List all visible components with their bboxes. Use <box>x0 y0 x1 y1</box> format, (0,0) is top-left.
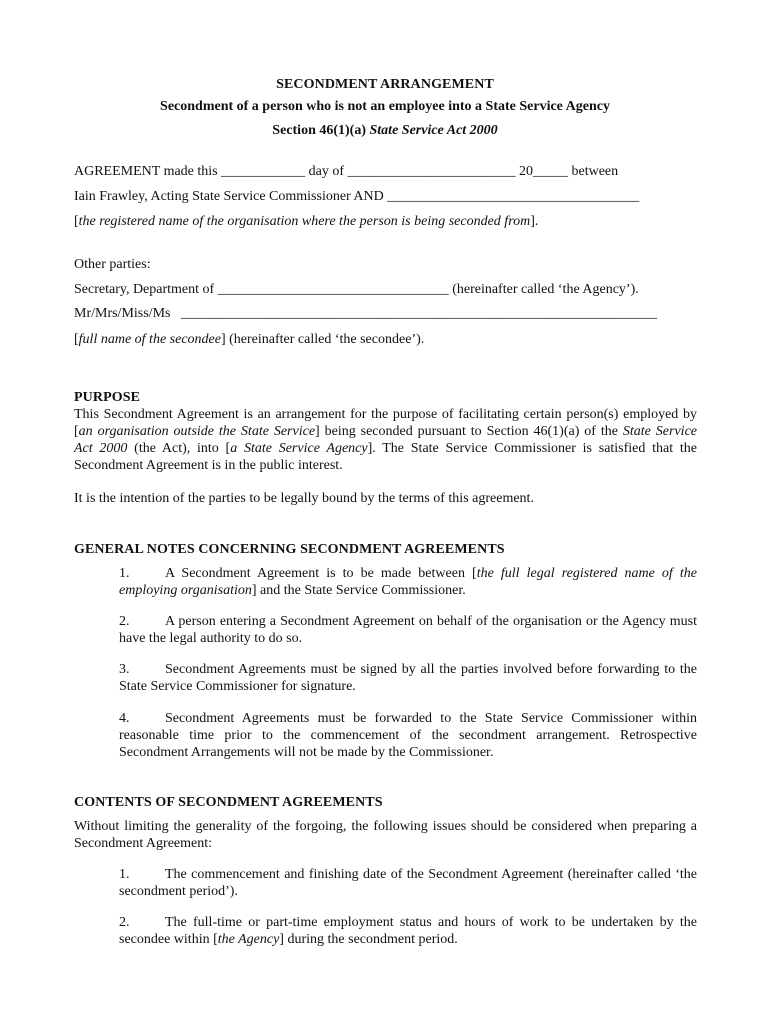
section-reference <box>0 122 770 139</box>
list-number: 1. <box>119 867 130 882</box>
note-italic: the full legal registered name of the employing organisation <box>119 566 698 598</box>
contents-text: The full-time or part-time employment status and hours of work to be undertaken by the secondee within [ <box>119 915 697 947</box>
contents-text: ] during the secondment period. <box>279 932 458 947</box>
document-subtitle: Secondment of a person who is not an employee into a State Service Agency <box>160 99 610 114</box>
secretary-line: Secretary, Department of _________________________________ (hereinafter called ‘the Agency’). <box>74 282 639 297</box>
general-note-1 <box>119 565 697 599</box>
intention-paragraph: It is the intention of the parties to be legally bound by the terms of this agreement. <box>74 491 534 506</box>
general-notes-heading: GENERAL NOTES CONCERNING SECONDMENT AGREEMENTS <box>74 542 505 557</box>
agreement-date-line: AGREEMENT made this ____________ day of ________________________ 20_____ between <box>74 164 619 179</box>
purpose-act-name: State Service Act 2000 <box>74 424 697 456</box>
purpose-italic: a State Service Agency <box>230 441 368 456</box>
commissioner-line: Iain Frawley, Acting State Service Commissioner AND ____________________________________ <box>74 189 640 204</box>
contents-item-1 <box>119 866 697 900</box>
purpose-text: This Secondment Agreement is an arrangement for the purpose of facilitating certain person(s) employed by [ <box>74 407 697 439</box>
general-note-3 <box>119 661 697 695</box>
list-number: 4. <box>119 711 130 726</box>
purpose-text: ] being seconded pursuant to Section 46(1)(a) of the <box>315 424 623 439</box>
bracket-close: ]. <box>530 214 539 229</box>
contents-heading: CONTENTS OF SECONDMENT AGREEMENTS <box>74 795 383 810</box>
list-number: 2. <box>119 614 130 629</box>
secondee-name-blank: ____________________________________________________________________ <box>180 306 657 321</box>
other-parties-label: Other parties: <box>74 257 151 272</box>
general-note-2 <box>119 613 697 647</box>
note-text: A person entering a Secondment Agreement on behalf of the organisation or the Agency must have the legal authority to do so. <box>119 614 697 646</box>
list-number: 1. <box>119 566 130 581</box>
purpose-heading: PURPOSE <box>74 390 141 405</box>
secondee-title-label: Mr/Mrs/Miss/Ms <box>74 306 171 321</box>
secondee-placeholder <box>74 331 424 348</box>
secondee-title-line <box>74 305 657 322</box>
purpose-paragraph <box>74 406 697 474</box>
secondee-suffix: ] (hereinafter called ‘the secondee’). <box>220 332 425 347</box>
contents-text: The commencement and finishing date of the Secondment Agreement (hereinafter called ‘the secondment period’). <box>119 867 697 899</box>
note-text: Secondment Agreements must be forwarded to the State Service Commissioner within reasonable time prior to the commencement of the secondment arrangement. Retrospective Secondment Arrangements will not be made by the Commissioner. <box>119 711 697 760</box>
contents-item-2 <box>119 914 697 948</box>
section-prefix: Section 46(1)(a) <box>272 123 370 138</box>
purpose-italic: an organisation outside the State Service <box>78 424 316 439</box>
list-number: 3. <box>119 662 130 677</box>
contents-intro: Without limiting the generality of the forgoing, the following issues should be considered when preparing a Secondment Agreement: <box>74 819 697 851</box>
note-text: Secondment Agreements must be signed by all the parties involved before forwarding to the State Service Commissioner for signature. <box>119 662 697 694</box>
note-text: A Secondment Agreement is to be made between [ <box>165 566 477 581</box>
list-number: 2. <box>119 915 130 930</box>
purpose-text: (the Act), into [ <box>127 441 231 456</box>
document-title: SECONDMENT ARRANGEMENT <box>276 77 494 92</box>
purpose-text: ]. The State Service Commissioner is satisfied that the Secondment Agreement is in the public interest. <box>74 441 697 473</box>
contents-italic: the Agency <box>217 932 280 947</box>
general-note-4 <box>119 710 697 761</box>
organisation-placeholder <box>74 213 538 230</box>
secondee-hint: full name of the secondee <box>78 332 221 347</box>
organisation-hint: the registered name of the organisation where the person is being seconded from <box>78 214 531 229</box>
bracket-open: [ <box>74 214 79 229</box>
section-act-name: State Service Act 2000 <box>369 123 498 138</box>
bracket-open: [ <box>74 332 79 347</box>
note-text: ] and the State Service Commissioner. <box>251 583 466 598</box>
